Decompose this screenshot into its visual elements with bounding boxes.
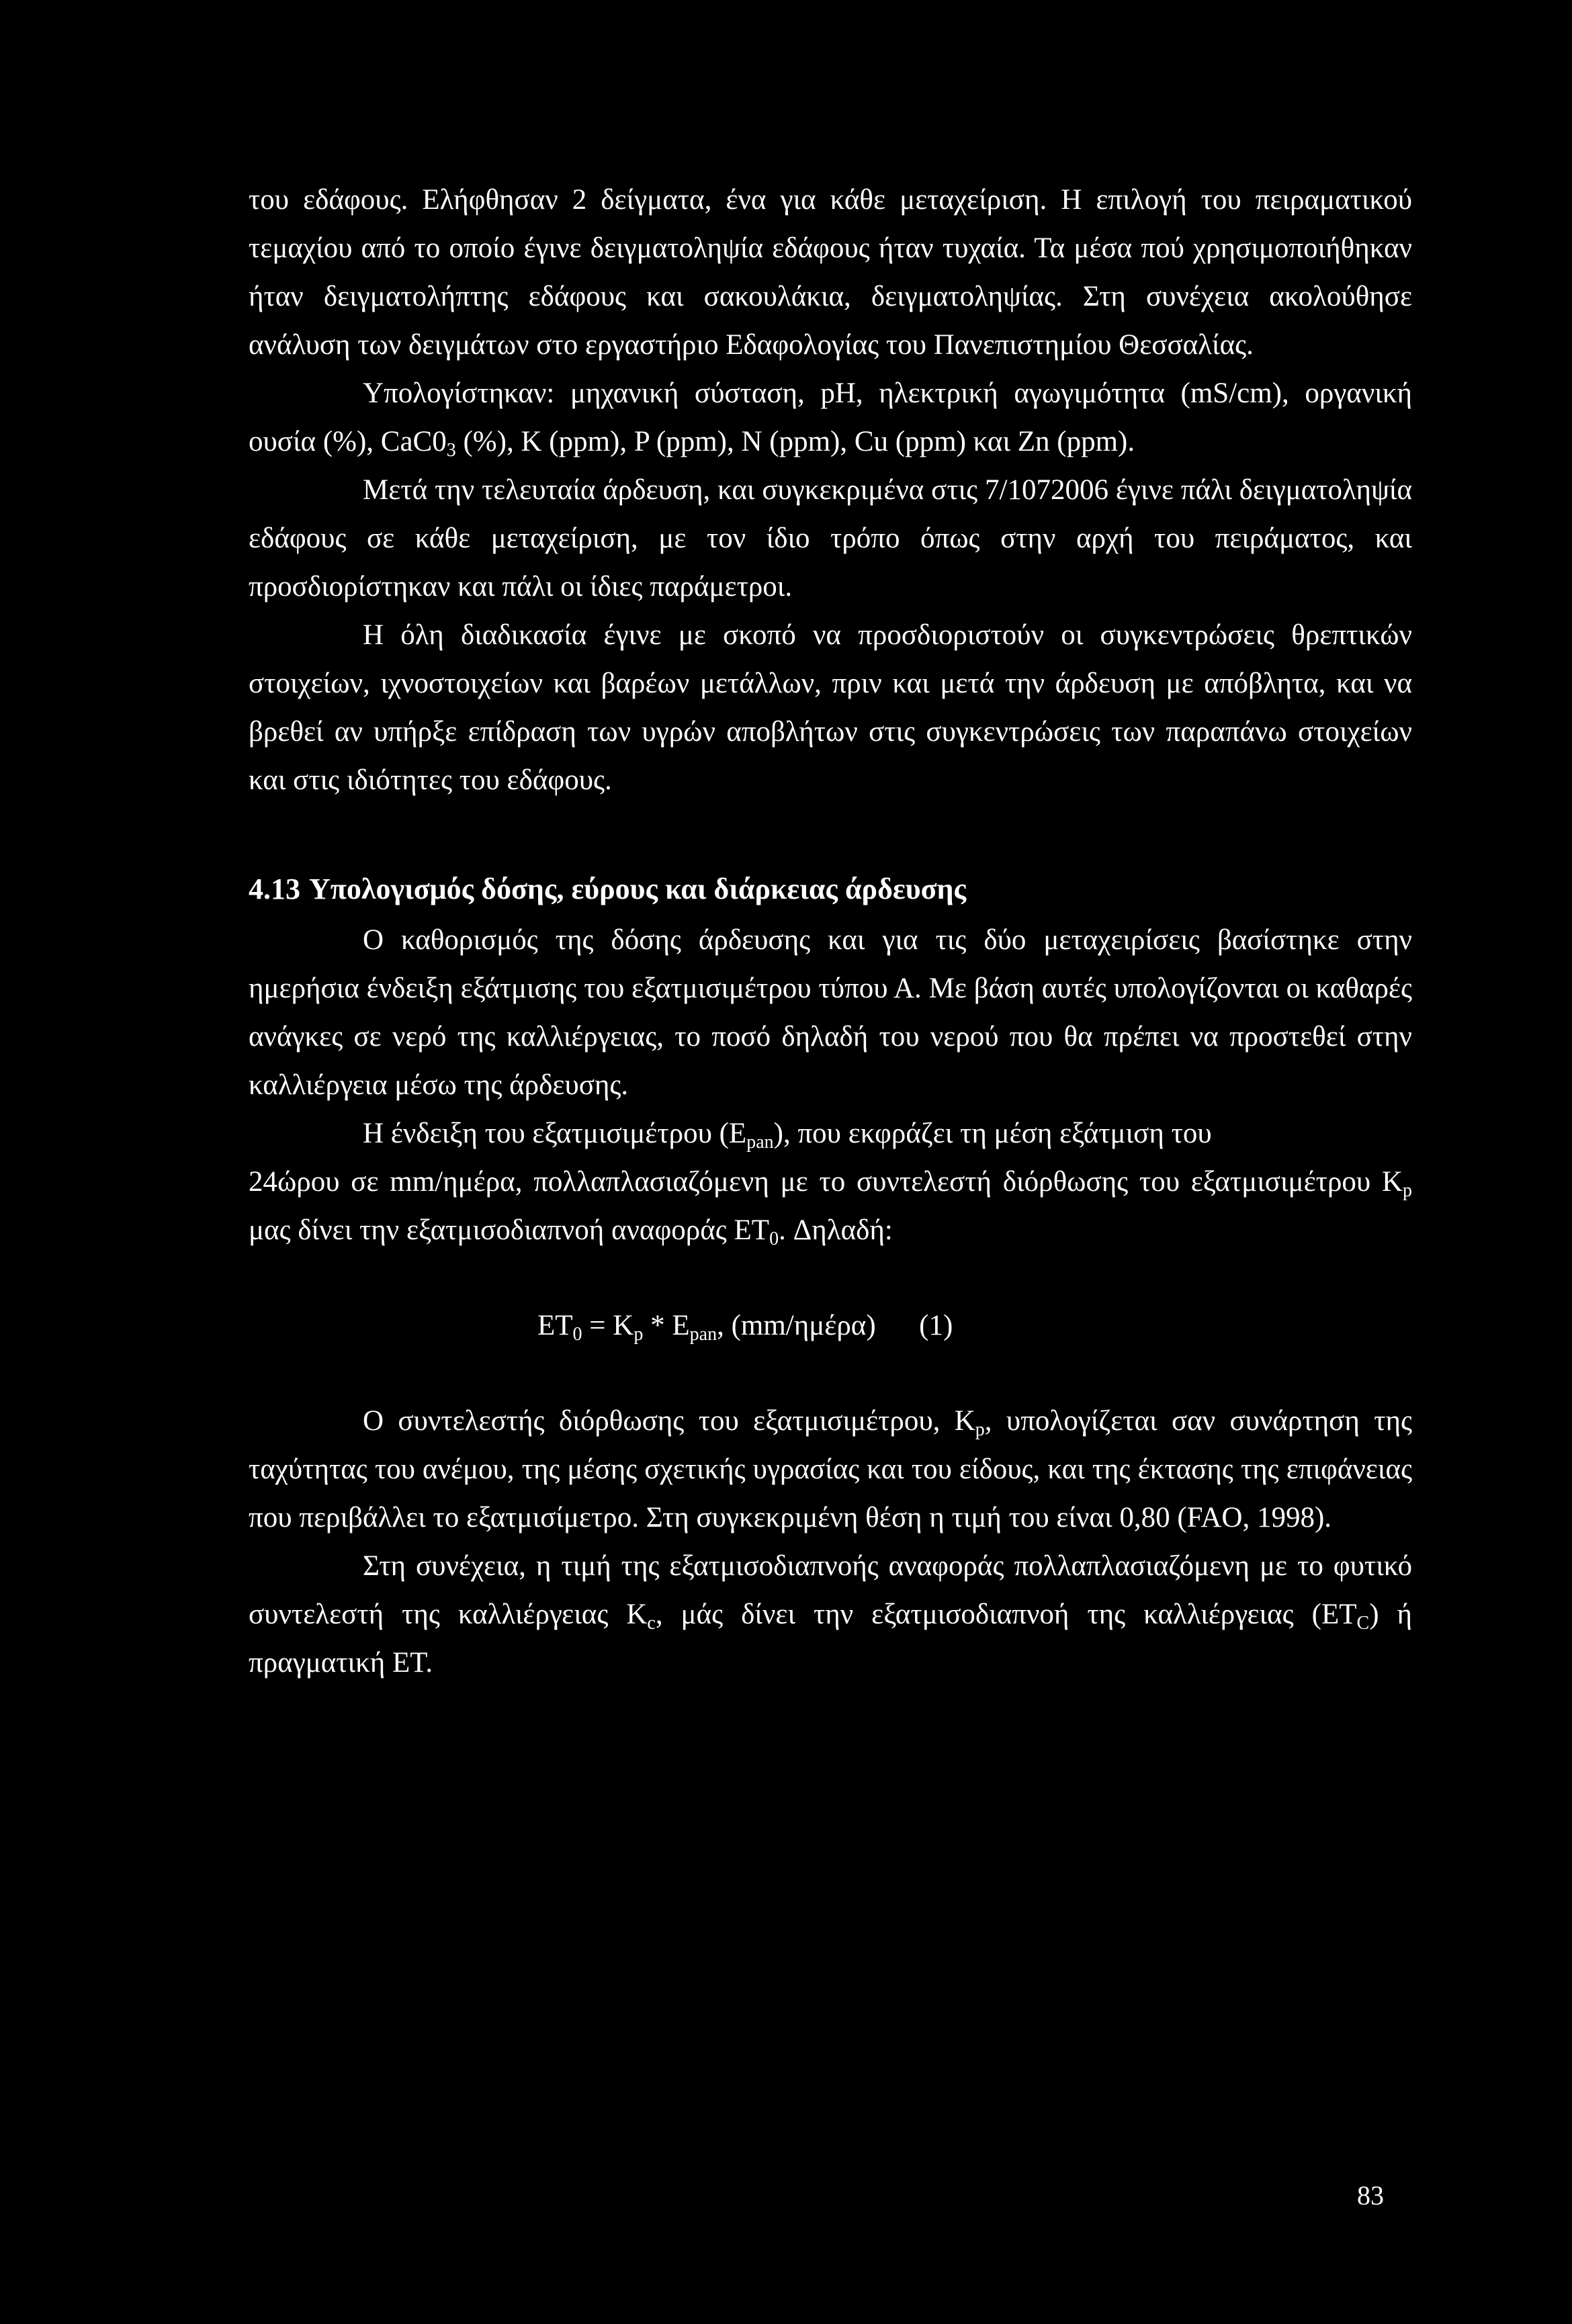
subscript: pan [689,1324,717,1345]
eq-times: * E [643,1310,690,1341]
paragraph-purpose: Η όλη διαδικασία έγινε με σκοπό να προσδιοριστούν οι συγκεντρώσεις θρεπτικών στοιχείων, ιχνοστοιχείων και βαρέων μετάλλων, πριν και μετά την άρδευση με απόβλητα, και να βρεθεί αν υπήρξε επίδραση των υγρών αποβλήτων στις συγκεντρώσεις των παραπάνω στοιχείων και στις ιδιότητες του εδάφους. [249,619,1412,796]
equation-1 [249,1302,1412,1350]
paragraph-correction-coefficient [249,1397,1412,1542]
document-page [249,176,1412,1687]
paragraph-crop-et [249,1542,1412,1687]
subscript: pan [746,1132,774,1153]
text-run: 24ώρου σε mm/ημέρα, πολλαπλασιαζόμενη με το συντελεστή διόρθωσης του εξατμισιμέτρου K [249,1166,1403,1198]
text-run: (%), K (ppm), P (ppm), N (ppm), Cu (ppm) και Zn (ppm). [455,426,1135,457]
section-number: 4.13 [249,873,300,905]
section-heading [249,865,1412,913]
eq-equals: = K [582,1310,634,1341]
subscript: p [634,1324,644,1345]
paragraph-sampling: του εδάφους. Ελήφθησαν 2 δείγματα, ένα για κάθε μεταχείριση. Η επιλογή του πειραματικού τεμαχίου από το οποίο έγινε δειγματοληψία εδάφους ήταν τυχαία. Τα μέσα πού χρησιμοποιήθηκαν ήταν δειγματολήπτης εδάφους και σακουλάκια, δειγματοληψίας. Στη συνέχεια ακολούθησε ανάλυση των δειγμάτων στο εργαστήριο Εδαφολογίας του Πανεπιστημίου Θεσσαλίας. [249,184,1412,361]
subscript: p [975,1419,985,1440]
paragraph-irrigation-dose: Ο καθορισμός της δόσης άρδευσης και για τις δύο μεταχειρίσεις βασίστηκε στην ημερήσια ένδειξη εξάτμισης του εξατμισιμέτρου τύπου Α. Με βάση αυτές υπολογίζονται οι καθαρές ανάγκες σε νερό της καλλιέργειας, το ποσό δηλαδή του νερού που θα πρέπει να προστεθεί στην καλλιέργεια μέσω της άρδευσης. [249,924,1412,1101]
text-run: Η ένδειξη του εξατμισιμέτρου (E [363,1118,747,1149]
paragraph-measured-parameters [249,369,1412,466]
paragraph-reference-et [249,1158,1412,1255]
equation-number: (1) [919,1310,953,1341]
subscript: 0 [572,1324,582,1345]
page-number: 83 [1357,2180,1384,2210]
text-run: Υπολογίστηκαν: μηχανική σύσταση, pH, ηλεκτρική αγωγιμότητα (mS/cm), οργανική ουσία (%), CaC0 [249,377,1412,457]
eq-lhs: ET [537,1310,573,1341]
eq-unit: , (mm/ημέρα) [717,1310,876,1341]
text-run: Ο συντελεστής διόρθωσης του εξατμισιμέτρου, K [363,1405,975,1437]
subscript: C [1356,1613,1370,1634]
text-run: Στη συνέχεια, η τιμή της εξατμισοδιαπνοής αναφοράς πολλαπλασιαζόμενη με το φυτικό συντελεστή της καλλιέργειας K [249,1550,1412,1630]
subscript: p [1403,1180,1412,1201]
paragraph-final-sampling: Μετά την τελευταία άρδευση, και συγκεκριμένα στις 7/1072006 έγινε πάλι δειγματοληψία εδάφους σε κάθε μεταχείριση, με τον ίδιο τρόπο όπως στην αρχή του πειράματος, και προσδιορίστηκαν και πάλι οι ίδιες παράμετροι. [249,474,1412,602]
text-run: μας δίνει την εξατμισοδιαπνοή αναφοράς ET [249,1214,770,1246]
section-title: Υπολογισμός δόσης, εύρους και διάρκειας άρδευσης [309,873,967,905]
subscript: 3 [446,440,456,461]
text-run: ) ή πραγματική ET. [249,1599,1412,1679]
subscript: c [647,1613,656,1634]
text-run: , υπολογίζεται σαν συνάρτηση της ταχύτητας του ανέμου, της μέσης σχετικής υγρασίας και του είδους, και της έκτασης της επιφάνειας που περιβάλλει το εξατμισίμετρο. Στη συγκεκριμένη θέση η τιμή του είναι 0,80 (FAO, 1998). [249,1405,1413,1533]
text-run: , μάς δίνει την εξατμισοδιαπνοή της καλλιέργειας (ET [655,1599,1357,1630]
text-run: ), που εκφράζει τη μέση εξάτμιση του [773,1118,1212,1149]
text-run: . Δηλαδή: [779,1214,893,1246]
paragraph-evaporimeter-reading [249,1110,1412,1158]
subscript: 0 [769,1228,779,1249]
